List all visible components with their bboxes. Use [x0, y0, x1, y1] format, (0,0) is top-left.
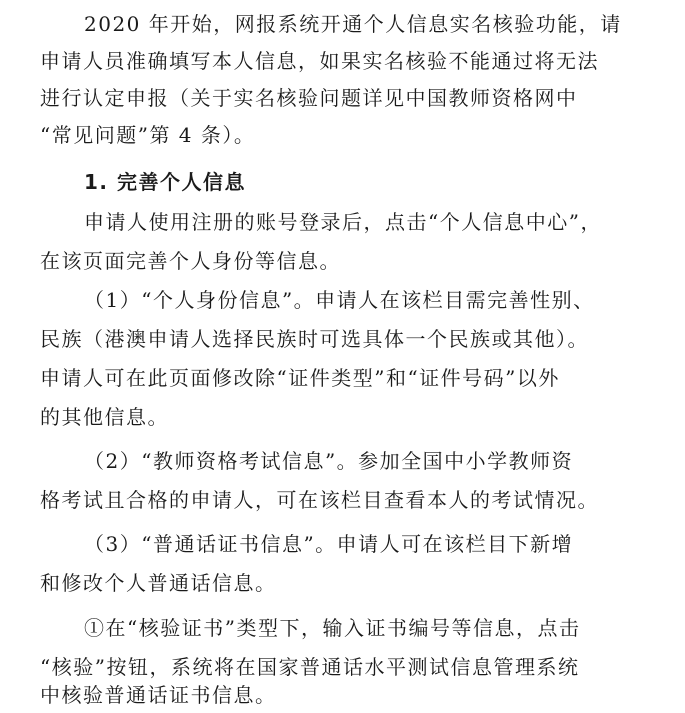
paragraph-2-line-2: 在该页面完善个人身份等信息。	[40, 249, 341, 273]
paragraph-5-line-1: （3）“普通话证书信息”。申请人可在该栏目下新增	[84, 532, 574, 556]
paragraph-3-line-2: 民族（港澳申请人选择民族时可选具体一个民族或其他）。	[40, 327, 589, 351]
paragraph-3-line-1: （1）“个人身份信息”。申请人在该栏目需完善性别、	[84, 288, 595, 312]
paragraph-4-line-1: （2）“教师资格考试信息”。参加全国中小学教师资	[84, 449, 574, 473]
paragraph-6-line-3: 中核验普通话证书信息。	[40, 683, 277, 707]
paragraph-6-line-2: “核验”按钮，系统将在国家普通话水平测试信息管理系统	[40, 655, 580, 679]
paragraph-1-line-1: 2020 年开始，网报系统开通个人信息实名核验功能，请	[84, 12, 622, 36]
paragraph-3-line-4: 的其他信息。	[40, 405, 169, 429]
paragraph-1-line-4: “常见问题”第 4 条）。	[40, 123, 256, 147]
paragraph-1-line-3: 进行认定申报（关于实名核验问题详见中国教师资格网中	[40, 86, 578, 110]
paragraph-1-line-2: 申请人员准确填写本人信息，如果实名核验不能通过将无法	[40, 49, 599, 73]
paragraph-6-line-1: ①在“核验证书”类型下，输入证书编号等信息，点击	[84, 616, 581, 640]
paragraph-2-line-1: 申请人使用注册的账号登录后，点击“个人信息中心”，	[84, 210, 602, 234]
paragraph-3-line-3: 申请人可在此页面修改除“证件类型”和“证件号码”以外	[40, 366, 560, 390]
paragraph-4-line-2: 格考试且合格的申请人，可在该栏目查看本人的考试情况。	[40, 488, 599, 512]
section-heading: 1. 完善个人信息	[84, 170, 246, 194]
paragraph-5-line-2: 和修改个人普通话信息。	[40, 571, 277, 595]
